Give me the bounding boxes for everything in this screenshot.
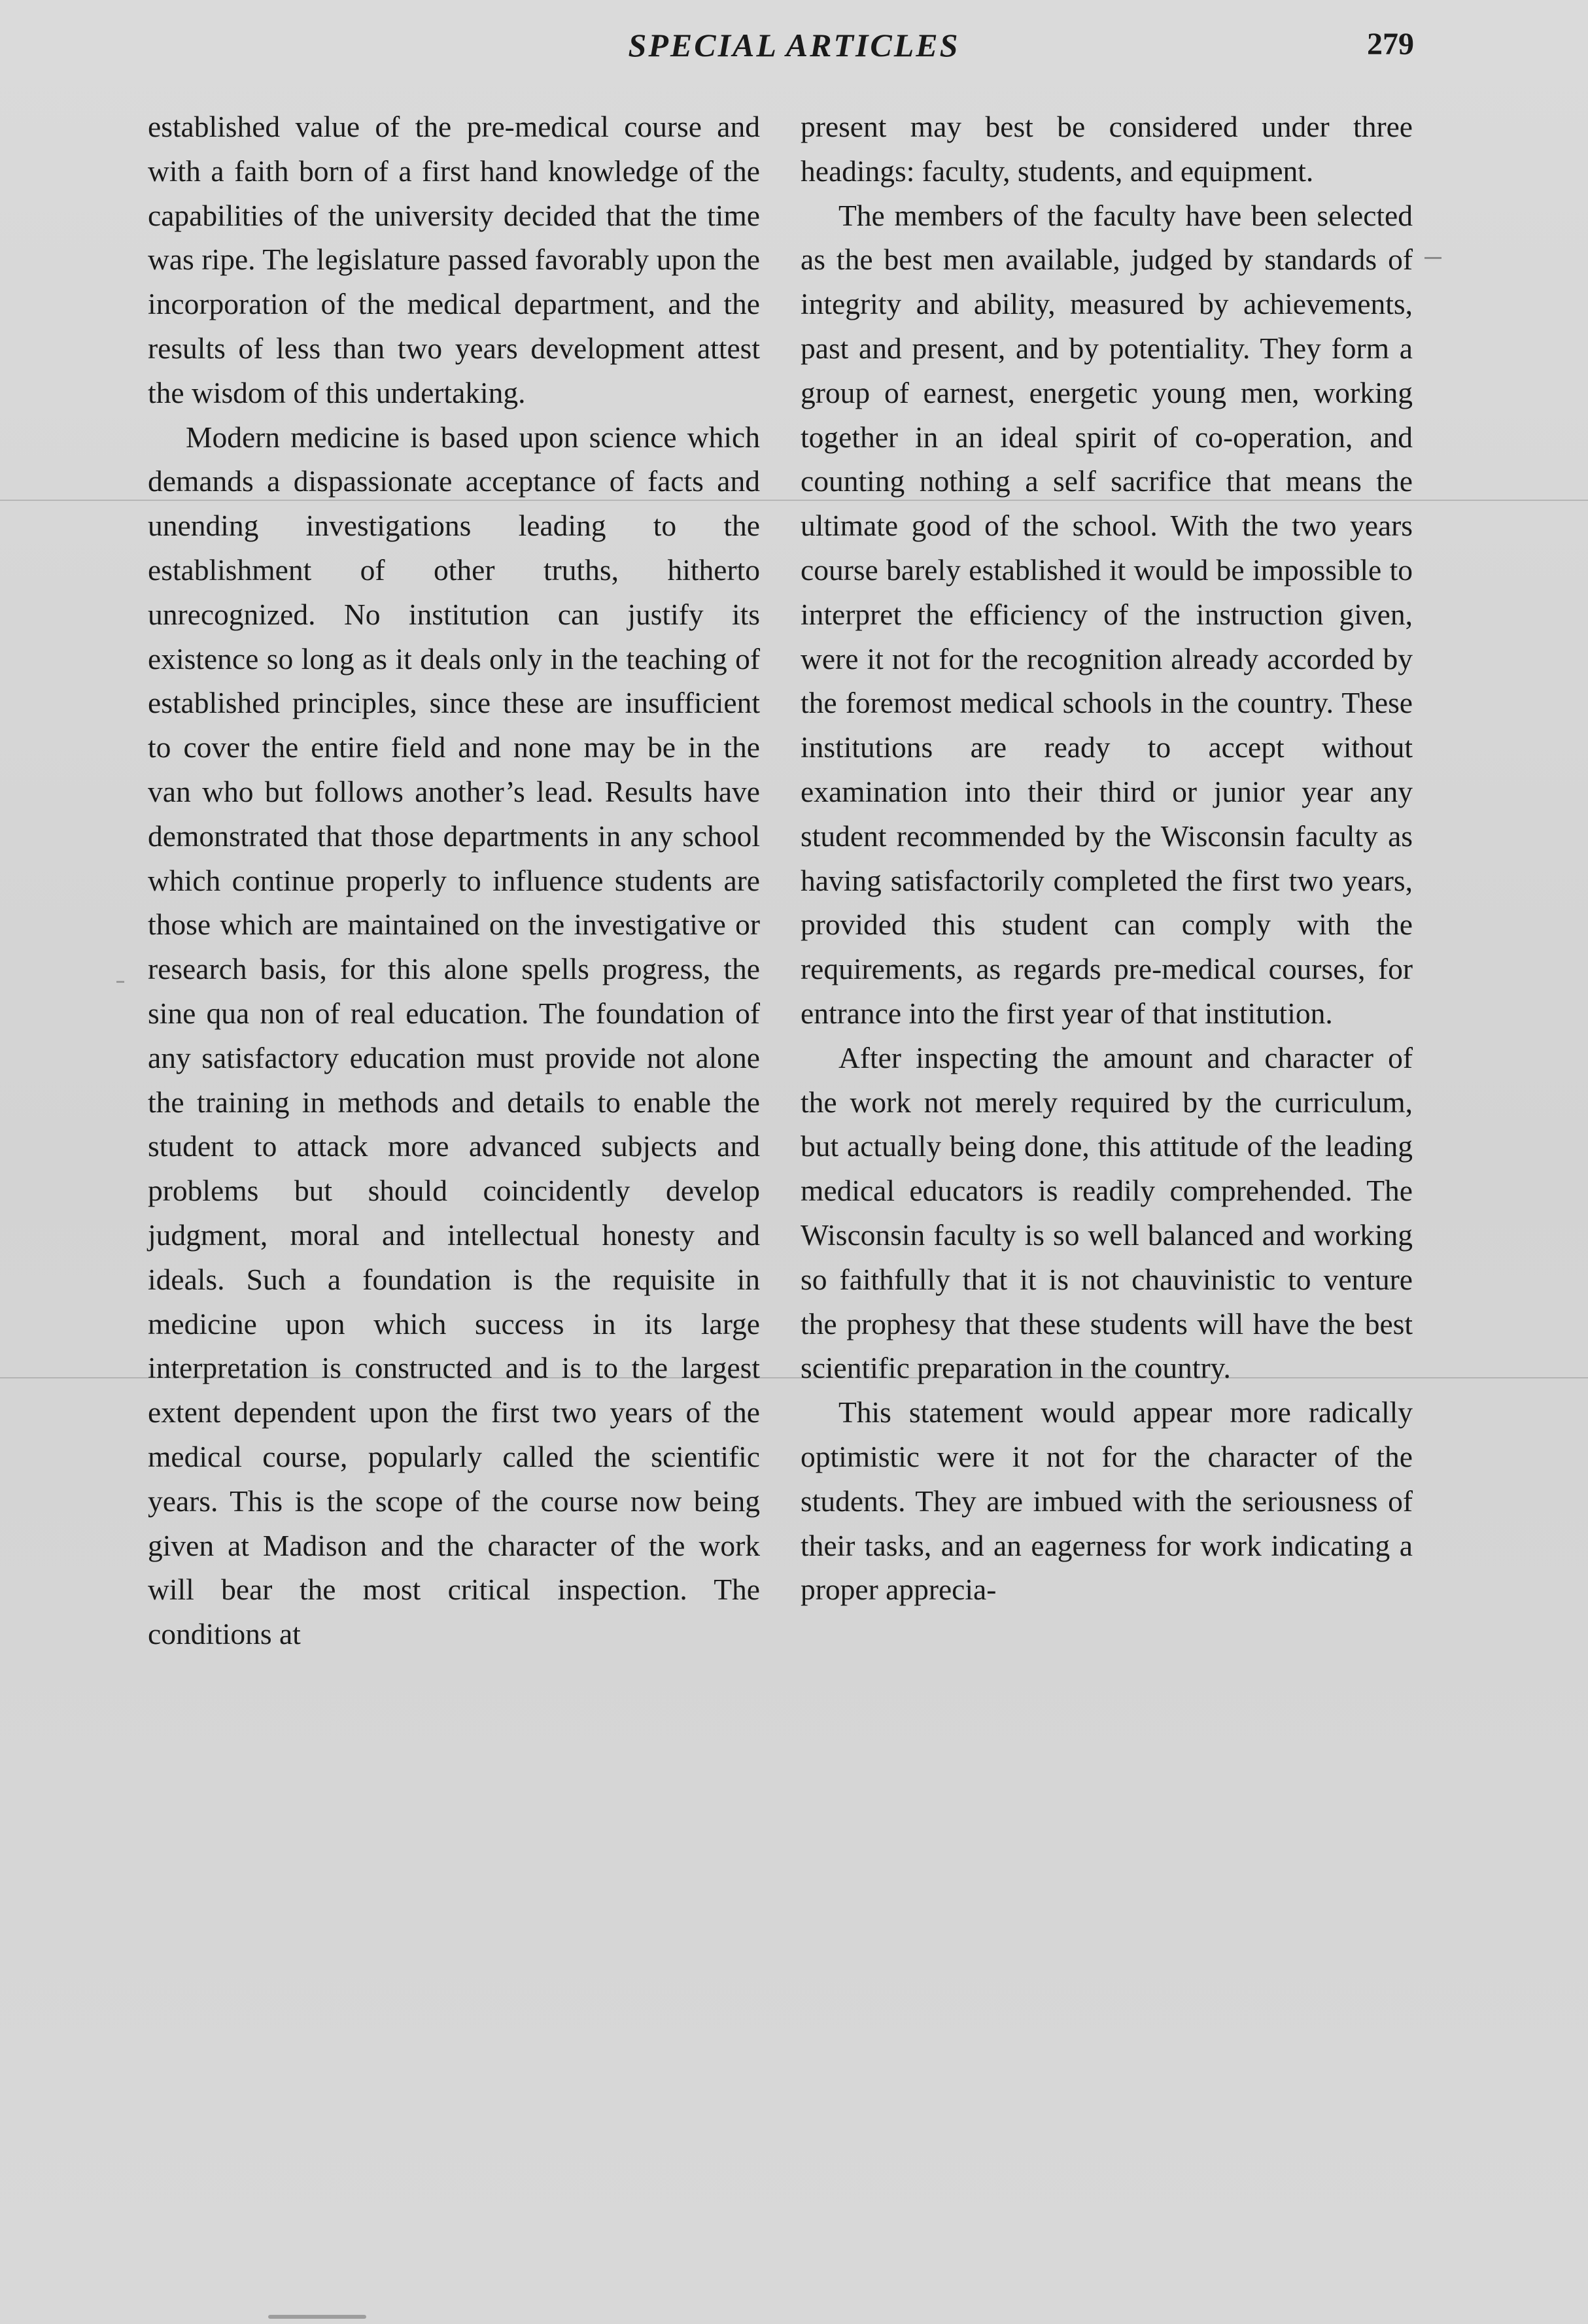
section-title: SPECIAL ARTICLES (628, 27, 960, 63)
paragraph: Modern medicine is based upon science which demands a dispassionate acceptance of facts and unending investigations leading to the establishment of other truths, hitherto unrecognized. No institution can justify its existence so long as it deals only in the teaching of established principles, since these are insufficient to cover the entire field and none may be in the van who but follows another’s lead. Results have demonstrated that those departments in any school which continue properly to influence students are those which are maintained on the investigative or research basis, for this alone spells progress, the sine qua non of real education. The foundation of any satisfactory education must provide not alone the training in methods and details to enable the student to attack more advanced subjects and problems but should coincidently develop judgment, moral and intellectual honesty and ideals. Such a foundation is the requisite in medicine upon which success in its large interpretation is constructed and is to the largest extent dependent upon the first two years of the medical course, popularly called the scientific years. This is the scope of the course now being given at Madison and the character of the work will bear the most critical inspection. The conditions at (148, 420, 760, 1651)
scan-smudge (268, 2315, 366, 2319)
paragraph: established value of the pre-medical course and with a faith born of a first hand knowledge of the capabilities of the university decided that the time was ripe. The legislature passed favorably upon the incorporation of the medical department, and the results of less than two years development attest the wisdom of this undertaking. (148, 110, 760, 409)
paragraph: This statement would appear more radically optimistic were it not for the character of the students. They are imbued with the seriousness of their tasks, and an eagerness for work indicating a proper apprecia- (801, 1395, 1413, 1607)
right-column (801, 105, 1413, 1612)
page-number: 279 (1367, 27, 1414, 61)
margin-mark (1424, 257, 1441, 259)
paragraph: The members of the faculty have been selected as the best men available, judged by standards of integrity and ability, measured by achievements, past and present, and by potentiality. They form a group of earnest, energetic young men, working together in an ideal spirit of co-operation, and counting nothing a self sacrifice that means the ultimate good of the school. With the two years course barely established it would be impossible to interpret the efficiency of the instruction given, were it not for the recognition already accorded by the foremost medical schools in the country. These institutions are ready to accept without examination into their third or junior year any student recommended by the Wisconsin faculty as having satisfactorily completed the first two years, provided this student can comply with the requirements, as regards pre-medical courses, for entrance into the first year of that institution. (801, 198, 1413, 1030)
paragraph: present may best be considered under three headings: faculty, students, and equipment. (801, 110, 1413, 188)
margin-mark (116, 981, 124, 983)
running-head (0, 26, 1588, 65)
left-column (148, 105, 760, 1656)
paragraph: After inspecting the amount and character of the work not merely required by the curriculum, but actually being done, this attitude of the leading medical educators is readily comprehended. The Wisconsin faculty is so well balanced and working so faithfully that it is not chauvinistic to venture the prophesy that these students will have the best scientific preparation in the country. (801, 1040, 1413, 1385)
